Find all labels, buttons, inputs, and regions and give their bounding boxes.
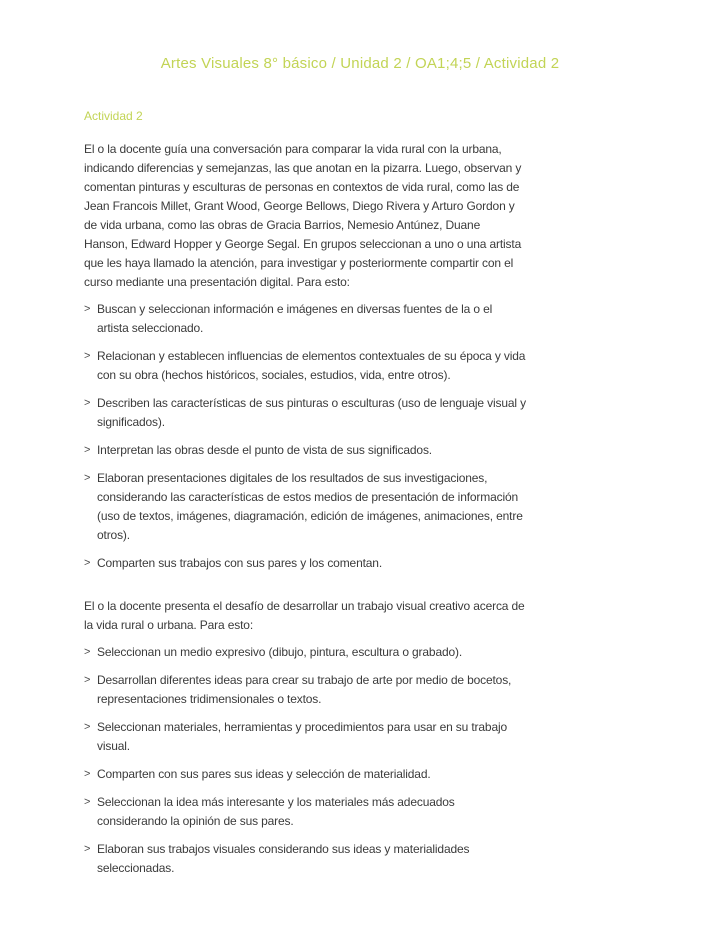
chevron-bullet-icon: >	[84, 397, 91, 409]
chevron-bullet-icon: >	[84, 350, 91, 362]
chevron-bullet-icon: >	[84, 472, 91, 484]
chevron-bullet-icon: >	[84, 557, 91, 569]
chevron-bullet-icon: >	[84, 646, 91, 658]
list-item	[84, 554, 526, 573]
list-item-text: Elaboran presentaciones digitales de los resultados de sus investigaciones, considerando las características de estos medios de presentación de información (uso de textos, imágenes, diagramación, edición de imágenes, animaciones, entre otros).	[97, 471, 523, 542]
chevron-bullet-icon: >	[84, 303, 91, 315]
list-item-text: Elaboran sus trabajos visuales considerando sus ideas y materialidades seleccionadas.	[97, 842, 470, 875]
list-item	[84, 718, 526, 756]
list-item-text: Desarrollan diferentes ideas para crear su trabajo de arte por medio de bocetos, representaciones tridimensionales o textos.	[97, 673, 512, 706]
list-item-text: Relacionan y establecen influencias de elementos contextuales de su época y vida con su obra (hechos históricos, sociales, estudios, vida, entre otros).	[97, 349, 526, 382]
list-item	[84, 671, 526, 709]
list-item	[84, 347, 526, 385]
list-item-text: Seleccionan un medio expresivo (dibujo, pintura, escultura o grabado).	[97, 645, 463, 659]
chevron-bullet-icon: >	[84, 444, 91, 456]
list-item-text: Seleccionan la idea más interesante y los materiales más adecuados considerando la opinión de sus pares.	[97, 795, 455, 828]
list-item	[84, 840, 526, 878]
list-item	[84, 643, 526, 662]
intro-paragraph-1: El o la docente guía una conversación para comparar la vida rural con la urbana, indicando diferencias y semejanzas, las que anotan en la pizarra. Luego, observan y comentan pinturas y esculturas de personas en contextos de vida rural, como las de Jean Francois Millet, Grant Wood, George Bellows, Diego Rivera y Arturo Gordon y de vida urbana, como las obras de Gracia Barrios, Nemesio Antúnez, Duane Hanson, Edward Hopper y George Segal. En grupos seleccionan a uno o una artista que les haya llamado la atención, para investigar y posteriormente compartir con el curso mediante una presentación digital. Para esto:	[84, 142, 522, 289]
list-item-text: Interpretan las obras desde el punto de vista de sus significados.	[97, 443, 432, 457]
list-item-text: Describen las características de sus pinturas o esculturas (uso de lenguaje visual y significados).	[97, 396, 526, 429]
list-item	[84, 394, 526, 432]
list-item	[84, 300, 526, 338]
list-item-text: Comparten con sus pares sus ideas y selección de materialidad.	[97, 767, 431, 781]
list-item	[84, 441, 526, 460]
activity-heading: Actividad 2	[84, 109, 143, 123]
intro-paragraph-2: El o la docente presenta el desafío de desarrollar un trabajo visual creativo acerca de la vida rural o urbana. Para esto:	[84, 599, 525, 632]
chevron-bullet-icon: >	[84, 796, 91, 808]
list-item	[84, 765, 526, 784]
list-item	[84, 793, 526, 831]
bullet-list-1	[84, 300, 526, 573]
list-item	[84, 469, 526, 545]
content-column	[84, 109, 526, 878]
list-item-text: Seleccionan materiales, herramientas y procedimientos para usar en su trabajo visual.	[97, 720, 508, 753]
chevron-bullet-icon: >	[84, 721, 91, 733]
chevron-bullet-icon: >	[84, 843, 91, 855]
list-item-text: Comparten sus trabajos con sus pares y los comentan.	[97, 556, 383, 570]
bullet-list-2	[84, 643, 526, 878]
list-item-text: Buscan y seleccionan información e imágenes en diversas fuentes de la o el artista seleccionado.	[97, 302, 493, 335]
chevron-bullet-icon: >	[84, 768, 91, 780]
page-title: Artes Visuales 8° básico / Unidad 2 / OA1;4;5 / Actividad 2	[160, 55, 560, 72]
chevron-bullet-icon: >	[84, 674, 91, 686]
